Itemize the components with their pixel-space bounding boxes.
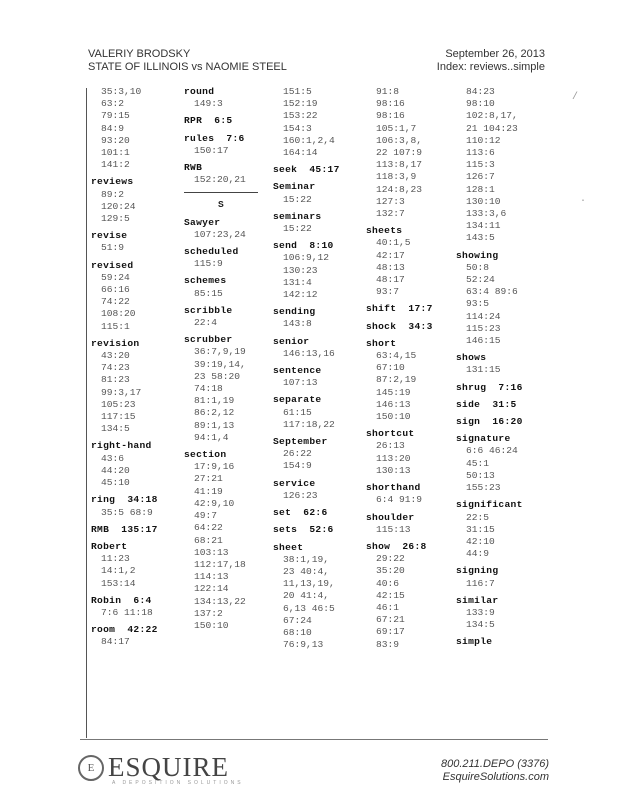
section-letter: S bbox=[218, 199, 224, 211]
page-reference: 66:16 bbox=[101, 284, 130, 296]
index-range: Index: reviews..simple bbox=[436, 61, 545, 73]
section-divider bbox=[184, 190, 258, 193]
page-reference: 61:15 bbox=[283, 406, 312, 418]
page-reference: 117:15 bbox=[101, 411, 136, 423]
index-term: revise bbox=[91, 230, 128, 242]
esquire-logo bbox=[78, 752, 229, 783]
footer-contact bbox=[441, 758, 549, 784]
page-reference: 35:3,10 bbox=[101, 86, 142, 97]
page-reference: 103:13 bbox=[194, 546, 229, 558]
index-term: shock 34:3 bbox=[366, 320, 433, 332]
page-reference: 46:1 bbox=[376, 601, 400, 613]
page-reference: 129:5 bbox=[101, 213, 130, 225]
page-reference: 133:3,6 bbox=[466, 208, 507, 220]
index-term: senior bbox=[273, 335, 310, 347]
index-term: simple bbox=[456, 636, 493, 648]
page-reference: 93:20 bbox=[101, 134, 130, 146]
page-reference: 26:13 bbox=[376, 440, 405, 452]
index-term: scheduled bbox=[184, 246, 239, 258]
index-term: set 62:6 bbox=[273, 507, 328, 519]
index-term: sending bbox=[273, 306, 316, 318]
page-reference: 27:21 bbox=[194, 473, 223, 485]
page-reference: 39:19,14, bbox=[194, 358, 246, 370]
index-term: scribble bbox=[184, 304, 233, 316]
page-reference: 6:4 91:9 bbox=[376, 494, 423, 506]
index-term: side 31:5 bbox=[456, 398, 517, 410]
page-reference: 86:2,12 bbox=[194, 407, 235, 419]
page-reference: 115:13 bbox=[376, 523, 411, 535]
page-reference: 48:17 bbox=[376, 274, 405, 286]
page-reference: 93:7 bbox=[376, 286, 400, 298]
page-reference: 84:23 bbox=[466, 86, 495, 97]
index-term: shows bbox=[456, 352, 487, 364]
page-reference: 42:15 bbox=[376, 589, 405, 601]
page-reference: 126:7 bbox=[466, 171, 495, 183]
index-term: similar bbox=[456, 594, 499, 606]
page-reference: 81:1,19 bbox=[194, 395, 235, 407]
page-reference: 6,13 46:5 bbox=[283, 602, 335, 614]
page-reference: 134:13,22 bbox=[194, 595, 246, 607]
page-reference: 151:5 bbox=[283, 86, 312, 97]
index-term: separate bbox=[273, 394, 322, 406]
page-reference: 126:23 bbox=[283, 489, 318, 501]
page-reference: 84:17 bbox=[101, 636, 130, 648]
page-reference: 17:9,16 bbox=[194, 461, 235, 473]
index-term: section bbox=[184, 449, 227, 461]
index-term: rules 7:6 bbox=[184, 132, 245, 144]
page-reference: 35:20 bbox=[376, 565, 405, 577]
page-reference: 113:20 bbox=[376, 452, 411, 464]
page-reference: 108:20 bbox=[101, 308, 136, 320]
page-reference: 83:9 bbox=[376, 638, 400, 650]
page-reference: 85:15 bbox=[194, 287, 223, 299]
page-reference: 67:24 bbox=[283, 614, 312, 626]
index-term: send 8:10 bbox=[273, 240, 334, 252]
page-reference: 145:19 bbox=[376, 386, 411, 398]
page-reference: 127:3 bbox=[376, 195, 405, 207]
page-reference: 132:7 bbox=[376, 208, 405, 220]
page-reference: 50:13 bbox=[466, 469, 495, 481]
index-term: significant bbox=[456, 499, 523, 511]
index-term: short bbox=[366, 337, 397, 349]
page-reference: 110:12 bbox=[466, 134, 501, 146]
page-reference: 89:1,13 bbox=[194, 419, 235, 431]
index-term: service bbox=[273, 477, 316, 489]
page-reference: 130:23 bbox=[283, 264, 318, 276]
index-term: show 26:8 bbox=[366, 540, 427, 552]
index-term: sheets bbox=[366, 225, 403, 237]
bottom-border-line bbox=[80, 739, 548, 740]
page-reference: 112:17,18 bbox=[194, 558, 246, 570]
page-reference: 50:8 bbox=[466, 261, 490, 273]
page-reference: 76:9,13 bbox=[283, 639, 324, 651]
page-reference: 22:5 bbox=[466, 511, 490, 523]
page-reference: 115:9 bbox=[194, 258, 223, 270]
margin-mark-icon: / bbox=[572, 92, 579, 103]
page-reference: 134:11 bbox=[466, 220, 501, 232]
page-reference: 106:9,12 bbox=[283, 252, 330, 264]
page-reference: 11,13,19, bbox=[283, 578, 335, 590]
page-reference: 31:15 bbox=[466, 523, 495, 535]
page-reference: 41:19 bbox=[194, 485, 223, 497]
page-reference: 118:3,9 bbox=[376, 171, 417, 183]
page-reference: 164:14 bbox=[283, 147, 318, 159]
page-reference: 74:18 bbox=[194, 383, 223, 395]
page-reference: 20 41:4, bbox=[283, 590, 330, 602]
index-term: schemes bbox=[184, 275, 227, 287]
page-reference: 153:22 bbox=[283, 110, 318, 122]
index-column-4 bbox=[366, 86, 433, 651]
page-reference: 51:9 bbox=[101, 242, 125, 254]
index-term: showing bbox=[456, 249, 499, 261]
page-reference: 69:17 bbox=[376, 626, 405, 638]
page-reference: 120:24 bbox=[101, 200, 136, 212]
page-reference: 29:22 bbox=[376, 553, 405, 565]
page-reference: 155:23 bbox=[466, 482, 501, 494]
page-reference: 59:24 bbox=[101, 271, 130, 283]
page-reference: 113:6 bbox=[466, 147, 495, 159]
page-reference: 114:24 bbox=[466, 310, 501, 322]
footer-website: EsquireSolutions.com bbox=[442, 771, 549, 783]
index-term: sign 16:20 bbox=[456, 416, 523, 428]
page-reference: 113:8,17 bbox=[376, 159, 423, 171]
page-reference: 143:5 bbox=[466, 232, 495, 244]
index-column-3 bbox=[273, 86, 340, 651]
index-term: ring 34:18 bbox=[91, 494, 158, 506]
page-reference: 91:8 bbox=[376, 86, 400, 97]
page-reference: 48:13 bbox=[376, 261, 405, 273]
page-reference: 74:22 bbox=[101, 296, 130, 308]
page-reference: 146:15 bbox=[466, 335, 501, 347]
page-reference: 87:2,19 bbox=[376, 374, 417, 386]
page-reference: 114:13 bbox=[194, 571, 229, 583]
page-reference: 130:10 bbox=[466, 195, 501, 207]
page-reference: 42:17 bbox=[376, 249, 405, 261]
page-reference: 107:23,24 bbox=[194, 228, 246, 240]
index-term: signature bbox=[456, 433, 511, 445]
index-column-2 bbox=[184, 86, 258, 632]
index-term: Robert bbox=[91, 540, 128, 552]
index-term: Sawyer bbox=[184, 216, 221, 228]
page-reference: 43:20 bbox=[101, 350, 130, 362]
index-column-1 bbox=[91, 86, 158, 649]
page-reference: 101:1 bbox=[101, 147, 130, 159]
page-reference: 63:2 bbox=[101, 98, 125, 110]
page-reference: 143:8 bbox=[283, 318, 312, 330]
case-title: STATE OF ILLINOIS vs NAOMIE STEEL bbox=[88, 61, 287, 73]
page-reference: 124:8,23 bbox=[376, 183, 423, 195]
index-term: seek 45:17 bbox=[273, 164, 340, 176]
page-reference: 44:20 bbox=[101, 464, 130, 476]
page-reference: 107:13 bbox=[283, 377, 318, 389]
page-reference: 23 40:4, bbox=[283, 565, 330, 577]
page-reference: 38:1,19, bbox=[283, 553, 330, 565]
page-reference: 130:13 bbox=[376, 464, 411, 476]
page-reference: 105:23 bbox=[101, 398, 136, 410]
page-reference: 40:1,5 bbox=[376, 237, 411, 249]
page-reference: 45:10 bbox=[101, 477, 130, 489]
page-reference: 154:3 bbox=[283, 122, 312, 134]
page-reference: 15:22 bbox=[283, 223, 312, 235]
page-reference: 99:3,17 bbox=[101, 386, 142, 398]
page-reference: 115:3 bbox=[466, 159, 495, 171]
page-reference: 21 104:23 bbox=[466, 122, 518, 134]
page-reference: 22 107:9 bbox=[376, 147, 423, 159]
page-reference: 160:1,2,4 bbox=[283, 134, 335, 146]
page-reference: 154:9 bbox=[283, 460, 312, 472]
page-reference: 105:1,7 bbox=[376, 122, 417, 134]
page-reference: 131:4 bbox=[283, 276, 312, 288]
page-reference: 117:18,22 bbox=[283, 418, 335, 430]
page-reference: 15:22 bbox=[283, 193, 312, 205]
page-reference: 98:16 bbox=[376, 98, 405, 110]
page-reference: 149:3 bbox=[194, 98, 223, 110]
page-reference: 115:23 bbox=[466, 322, 501, 334]
page-reference: 141:2 bbox=[101, 159, 130, 171]
page-reference: 79:15 bbox=[101, 110, 130, 122]
page-reference: 134:5 bbox=[101, 423, 130, 435]
page-reference: 67:21 bbox=[376, 614, 405, 626]
page-reference: 44:9 bbox=[466, 548, 490, 560]
page-reference: 63:4 89:6 bbox=[466, 286, 518, 298]
witness-name: VALERIY BRODSKY bbox=[88, 48, 191, 60]
page-reference: 42:10 bbox=[466, 535, 495, 547]
index-term: Robin 6:4 bbox=[91, 594, 152, 606]
index-term: scrubber bbox=[184, 334, 233, 346]
page-reference: 152:20,21 bbox=[194, 174, 246, 186]
page-reference: 43:6 bbox=[101, 452, 125, 464]
page-reference: 26:22 bbox=[283, 448, 312, 460]
page-reference: 23 58:20 bbox=[194, 370, 241, 382]
index-term: sets 52:6 bbox=[273, 524, 334, 536]
page-reference: 102:8,17, bbox=[466, 110, 518, 122]
logo-wordmark: ESQUIRE bbox=[108, 752, 229, 782]
page-reference: 7:6 11:18 bbox=[101, 606, 153, 618]
logo-tagline: A DEPOSITION SOLUTIONS bbox=[112, 780, 244, 786]
page-reference: 11:23 bbox=[101, 553, 130, 565]
index-term: seminars bbox=[273, 210, 322, 222]
index-term: round bbox=[184, 86, 215, 97]
page-reference: 150:10 bbox=[376, 411, 411, 423]
page-reference: 40:6 bbox=[376, 577, 400, 589]
index-term: signing bbox=[456, 565, 499, 577]
page-reference: 153:14 bbox=[101, 577, 136, 589]
page-reference: 146:13,16 bbox=[283, 347, 335, 359]
page-reference: 84:9 bbox=[101, 122, 125, 134]
page-reference: 133:9 bbox=[466, 606, 495, 618]
page-reference: 122:14 bbox=[194, 583, 229, 595]
header-left bbox=[88, 48, 287, 74]
index-term: right-hand bbox=[91, 440, 152, 452]
page-reference: 81:23 bbox=[101, 374, 130, 386]
page-reference: 142:12 bbox=[283, 289, 318, 301]
margin-mark-icon: · bbox=[580, 196, 587, 207]
page-reference: 93:5 bbox=[466, 298, 490, 310]
page-reference: 14:1,2 bbox=[101, 565, 136, 577]
page-reference: 74:23 bbox=[101, 362, 130, 374]
page-reference: 152:19 bbox=[283, 98, 318, 110]
index-term: shortcut bbox=[366, 428, 415, 440]
page-reference: 98:10 bbox=[466, 98, 495, 110]
page-reference: 67:10 bbox=[376, 362, 405, 374]
index-term: revision bbox=[91, 337, 140, 349]
footer-phone: 800.211.DEPO (3376) bbox=[440, 758, 549, 770]
logo-emblem-icon: E bbox=[78, 755, 104, 781]
index-term: shift 17:7 bbox=[366, 303, 433, 315]
index-term: September bbox=[273, 436, 328, 448]
index-term: shorthand bbox=[366, 482, 421, 494]
page-reference: 150:10 bbox=[194, 619, 229, 631]
index-term: RMB 135:17 bbox=[91, 523, 158, 535]
page-reference: 45:1 bbox=[466, 457, 490, 469]
page-reference: 6:6 46:24 bbox=[466, 445, 518, 457]
page-reference: 35:5 68:9 bbox=[101, 506, 153, 518]
page-reference: 137:2 bbox=[194, 607, 223, 619]
page-reference: 89:2 bbox=[101, 188, 125, 200]
deposition-date: September 26, 2013 bbox=[445, 48, 545, 60]
page-reference: 94:1,4 bbox=[194, 431, 229, 443]
index-term: sheet bbox=[273, 541, 304, 553]
page-reference: 42:9,10 bbox=[194, 497, 235, 509]
page-reference: 52:24 bbox=[466, 274, 495, 286]
page-reference: 68:21 bbox=[194, 534, 223, 546]
page-reference: 63:4,15 bbox=[376, 350, 417, 362]
header-right bbox=[437, 48, 545, 74]
page-reference: 68:10 bbox=[283, 626, 312, 638]
page-reference: 36:7,9,19 bbox=[194, 346, 246, 358]
left-border-line bbox=[86, 88, 87, 738]
index-term: RPR 6:5 bbox=[184, 115, 233, 127]
index-term: reviews bbox=[91, 176, 134, 188]
index-column-5 bbox=[456, 86, 523, 649]
page-reference: 49:7 bbox=[194, 510, 218, 522]
page-reference: 128:1 bbox=[466, 183, 495, 195]
page-reference: 146:13 bbox=[376, 398, 411, 410]
index-term: shrug 7:16 bbox=[456, 381, 523, 393]
page-reference: 98:16 bbox=[376, 110, 405, 122]
index-term: sentence bbox=[273, 365, 322, 377]
page-reference: 134:5 bbox=[466, 619, 495, 631]
page-reference: 115:1 bbox=[101, 320, 130, 332]
index-term: Seminar bbox=[273, 181, 316, 193]
page-reference: 131:15 bbox=[466, 364, 501, 376]
index-term: room 42:22 bbox=[91, 624, 158, 636]
index-term: RWB bbox=[184, 162, 203, 174]
page-reference: 64:22 bbox=[194, 522, 223, 534]
page-reference: 106:3,8, bbox=[376, 134, 423, 146]
index-term: shoulder bbox=[366, 511, 415, 523]
page-reference: 150:17 bbox=[194, 144, 229, 156]
page-reference: 116:7 bbox=[466, 577, 495, 589]
page-reference: 22:4 bbox=[194, 317, 218, 329]
index-term: revised bbox=[91, 259, 134, 271]
